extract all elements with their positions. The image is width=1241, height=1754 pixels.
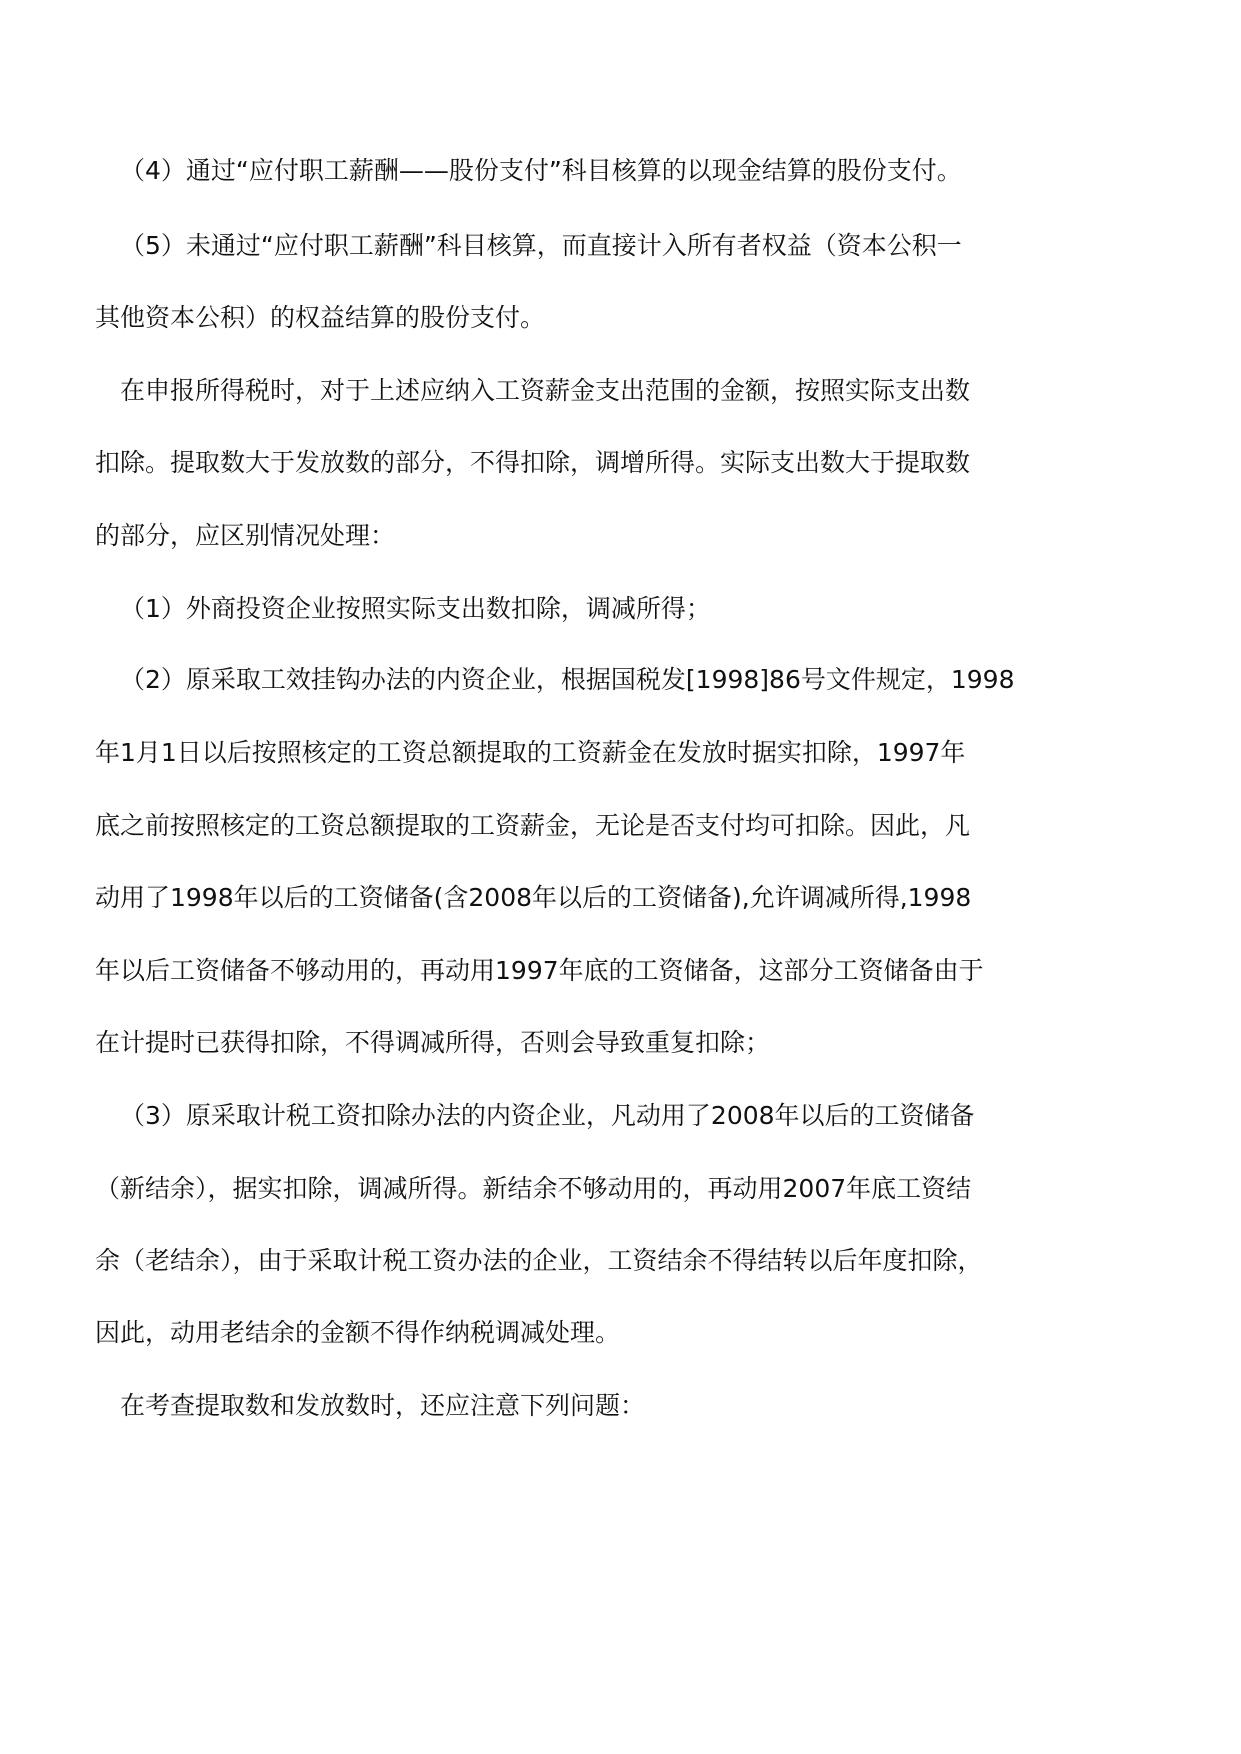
text-line: [0, 1096, 1102, 1136]
line-text: 余（老结余），由于采取计税工资办法的企业，工资结余不得结转以后年度扣除，: [95, 1246, 983, 1275]
line-text: 扣除。提取数大于发放数的部分，不得扣除，调增所得。实际支出数大于提取数: [95, 448, 971, 477]
text-line: [0, 1386, 1102, 1426]
line-text: 在计提时已获得扣除，不得调减所得，否则会导致重复扣除；: [95, 1028, 771, 1057]
text-line: [0, 660, 1102, 700]
text-line: [0, 1169, 1102, 1209]
text-line: [0, 298, 1102, 338]
text-line: [0, 226, 1102, 266]
line-text: 年1月1日以后按照核定的工资总额提取的工资薪金在发放时据实扣除，1997年: [95, 738, 966, 767]
line-text: 在申报所得税时，对于上述应纳入工资薪金支出范围的金额，按照实际支出数: [120, 376, 971, 405]
line-text: 的部分，应区别情况处理：: [95, 521, 396, 550]
line-text: 年以后工资储备不够动用的，再动用1997年底的工资储备，这部分工资储备由于: [95, 956, 984, 985]
line-text: （5）未通过“应付职工薪酬”科目核算，而直接计入所有者权益（资本公积一: [120, 231, 962, 260]
text-line: [0, 878, 1102, 918]
text-line: [0, 516, 1102, 556]
text-line: [0, 443, 1102, 483]
line-text: 动用了1998年以后的工资储备(含2008年以后的工资储备),允许调减所得,1998: [95, 883, 972, 912]
line-text: 因此，动用老结余的金额不得作纳税调减处理。: [95, 1318, 621, 1347]
text-line: [0, 589, 1102, 629]
text-line: [0, 951, 1102, 991]
line-text: （1）外商投资企业按照实际支出数扣除，调减所得；: [120, 594, 711, 623]
text-line: [0, 806, 1102, 846]
text-line: [0, 1241, 1102, 1281]
line-text: （2）原采取工效挂钩办法的内资企业，根据国税发[1998]86号文件规定，1998: [120, 665, 1015, 694]
text-line: [0, 371, 1102, 411]
line-text: （3）原采取计税工资扣除办法的内资企业，凡动用了2008年以后的工资储备: [120, 1101, 975, 1130]
line-text: 在考查提取数和发放数时，还应注意下列问题：: [120, 1391, 646, 1420]
line-text: （4）通过“应付职工薪酬——股份支付”科目核算的以现金结算的股份支付。: [120, 156, 962, 185]
line-text: 其他资本公积）的权益结算的股份支付。: [95, 303, 546, 332]
line-text: 底之前按照核定的工资总额提取的工资薪金，无论是否支付均可扣除。因此，凡: [95, 811, 971, 840]
text-line: [0, 151, 1102, 191]
text-line: [0, 733, 1102, 773]
text-line: [0, 1313, 1102, 1353]
line-text: （新结余），据实扣除，调减所得。新结余不够动用的，再动用2007年底工资结: [95, 1174, 972, 1203]
text-line: [0, 1023, 1102, 1063]
